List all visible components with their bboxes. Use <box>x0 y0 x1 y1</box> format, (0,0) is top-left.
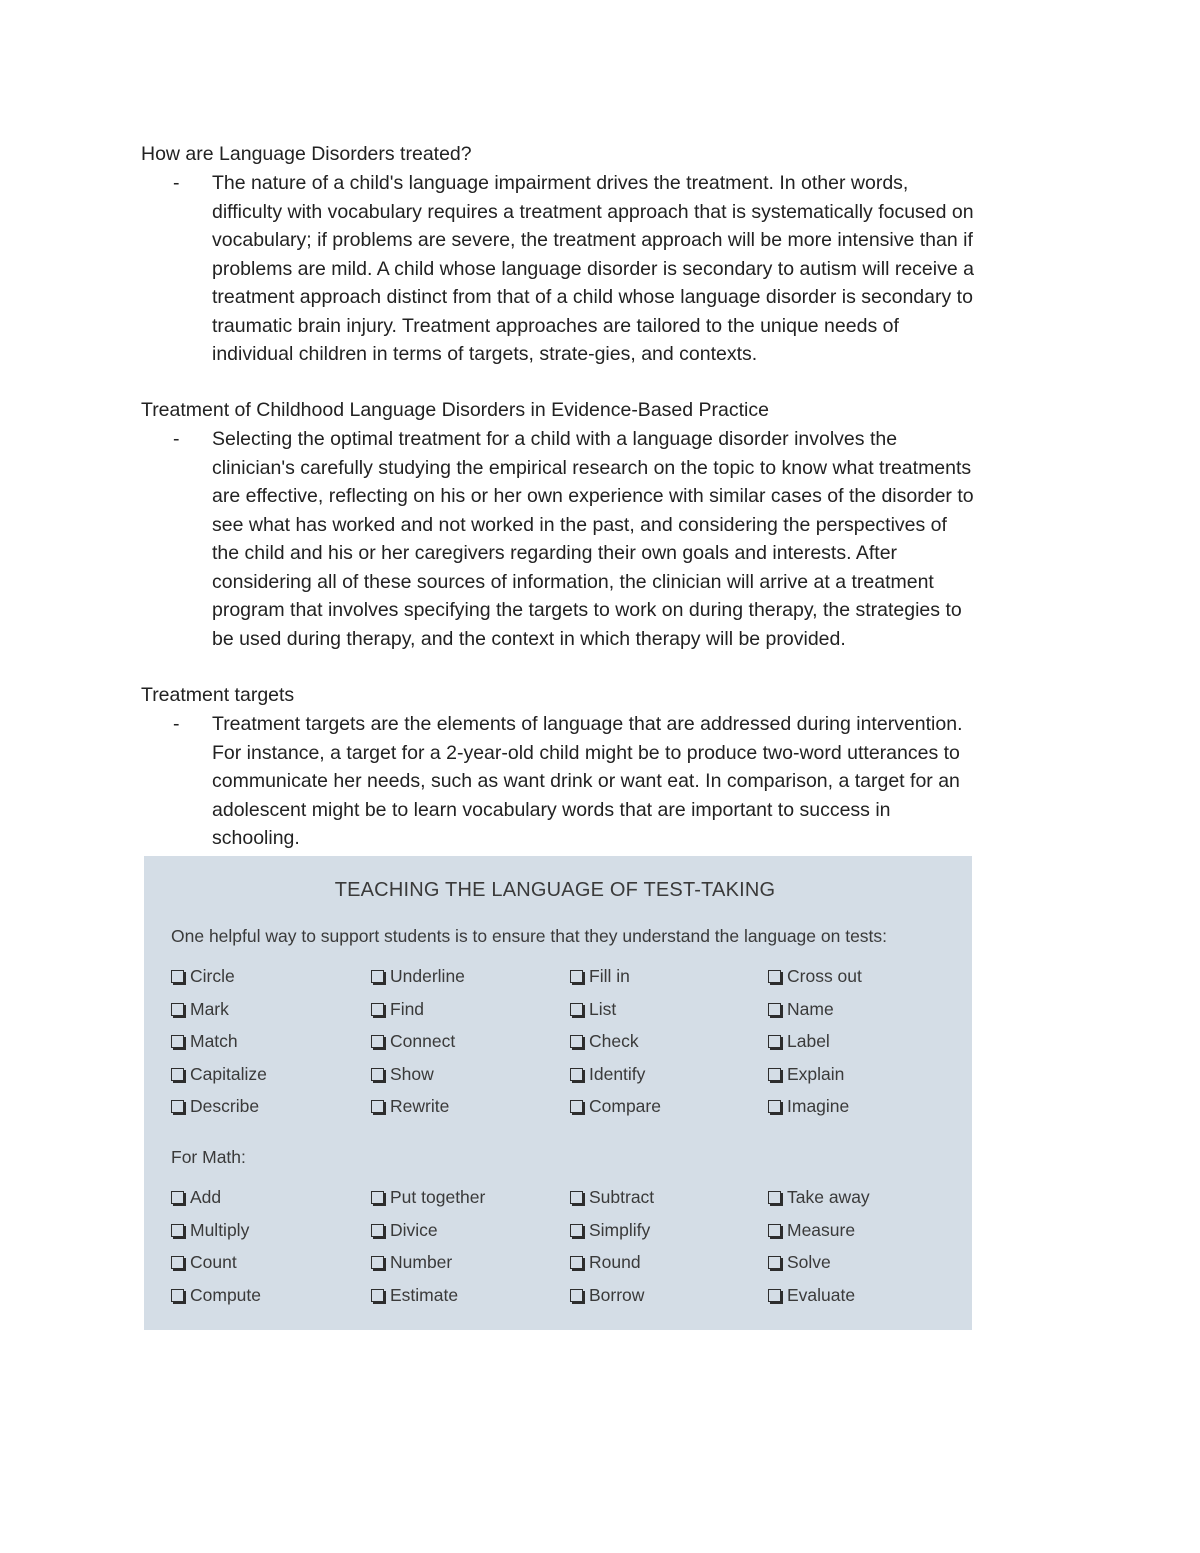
paragraph-line: considering all of these sources of information, the clinician will arrive at a treatment <box>212 570 934 593</box>
checklist-item <box>570 963 630 989</box>
checklist-item <box>171 963 235 989</box>
checklist-item <box>570 996 616 1022</box>
checklist-label: Identify <box>589 1063 646 1084</box>
checklist-label: Label <box>787 1031 830 1052</box>
checkbox-icon <box>371 1068 384 1081</box>
checklist-item <box>171 1184 221 1210</box>
checklist-label: Show <box>390 1063 434 1084</box>
checklist-item <box>371 1249 452 1275</box>
paragraph-line: communicate her needs, such as want drink or want eat. In comparison, a target for an <box>212 770 960 792</box>
checklist-item <box>570 1093 661 1119</box>
checkbox-icon <box>171 1224 184 1237</box>
checklist-row <box>171 1028 971 1054</box>
checkbox-icon <box>768 1191 781 1204</box>
paragraph-line: the child and his or her caregivers regarding their own goals and interests. After <box>212 542 898 564</box>
checklist-label: Cross out <box>787 966 862 986</box>
test-taking-figure <box>144 856 972 1330</box>
checklist-label: Rewrite <box>390 1096 450 1117</box>
paragraph-line: traumatic brain injury. Treatment approaches are tailored to the unique needs of <box>212 314 899 337</box>
checklist-label: Compare <box>589 1096 661 1117</box>
checklist-item <box>768 1217 855 1243</box>
checklist-item <box>768 1184 870 1210</box>
checkbox-icon <box>171 1003 184 1016</box>
checklist-label: Number <box>390 1252 453 1273</box>
section-heading: Treatment targets <box>141 684 295 706</box>
checklist-label: Count <box>190 1252 237 1273</box>
checklist-label: Simplify <box>589 1219 651 1240</box>
checklist-label: Mark <box>190 998 229 1019</box>
checkbox-icon <box>768 1100 781 1113</box>
checkbox-icon <box>768 1224 781 1237</box>
checklist-item <box>171 1249 237 1275</box>
section-heading: Treatment of Childhood Language Disorders in Evidence-Based Practice <box>141 399 769 421</box>
bullet-item <box>173 169 1062 369</box>
bullet-dash: - <box>173 172 180 194</box>
checklist-item <box>171 1093 259 1119</box>
checkbox-icon <box>768 970 781 983</box>
checklist-label: Connect <box>390 1031 456 1052</box>
checklist-item <box>768 1282 855 1308</box>
paragraph-line: The nature of a child's language impairment drives the treatment. In other words, <box>212 172 909 194</box>
checklist-label: Underline <box>390 966 465 986</box>
checklist-label: Evaluate <box>787 1284 856 1305</box>
checklist-item <box>570 1184 654 1210</box>
checklist-label: Find <box>390 998 425 1019</box>
checkbox-icon <box>171 1100 184 1113</box>
checklist-item <box>171 1028 238 1054</box>
checkbox-icon <box>371 1224 384 1237</box>
checklist-row <box>171 963 971 989</box>
checkbox-icon <box>171 970 184 983</box>
checkbox-icon <box>570 1100 583 1113</box>
checkbox-icon <box>570 1256 583 1269</box>
checklist-item <box>570 1217 650 1243</box>
checkbox-icon <box>171 1035 184 1048</box>
paragraph-line: problems are mild. A child whose language disorder is secondary to autism will receive a <box>212 257 974 280</box>
checklist-item <box>371 1028 455 1054</box>
checklist-row <box>171 1061 971 1087</box>
bullet-item <box>173 710 1062 853</box>
checklist-item <box>570 1061 645 1087</box>
checklist-label: Explain <box>787 1063 845 1084</box>
checklist-item <box>171 1217 249 1243</box>
bullet-dash: - <box>173 428 180 450</box>
checklist-row <box>171 1282 971 1308</box>
checkbox-icon <box>768 1289 781 1302</box>
checkbox-icon <box>768 1256 781 1269</box>
checklist-label: Compute <box>190 1284 262 1305</box>
checkbox-icon <box>570 1035 583 1048</box>
checklist-item <box>371 1184 485 1210</box>
bullet-dash: - <box>173 713 180 735</box>
checkbox-icon <box>171 1289 184 1302</box>
checklist-item <box>371 1061 434 1087</box>
checklist-item <box>768 1093 849 1119</box>
checklist-item <box>768 1028 830 1054</box>
checkbox-icon <box>171 1068 184 1081</box>
paragraph-line: be used during therapy, and the context in which therapy will be provided. <box>212 627 846 650</box>
paragraph-line: individual children in terms of targets, strate-gies, and contexts. <box>212 343 758 365</box>
checklist-item <box>570 1282 644 1308</box>
paragraph-line: clinician's carefully studying the empirical research on the topic to know what treatments <box>212 456 972 479</box>
checklist-label: Match <box>190 1031 238 1052</box>
paragraph-line: Treatment targets are the elements of language that are addressed during intervention. <box>212 713 963 735</box>
checklist-item <box>371 963 465 989</box>
checkbox-icon <box>371 1289 384 1302</box>
paragraph-line: see what has worked and not worked in the past, and considering the perspectives of <box>212 513 947 536</box>
checklist-item <box>768 963 862 989</box>
checklist-label: Divice <box>390 1219 438 1240</box>
paragraph-line: For instance, a target for a 2-year-old child might be to produce two-word utterances to <box>212 741 960 764</box>
checkbox-icon <box>768 1003 781 1016</box>
checklist-row <box>171 1249 971 1275</box>
bullet-item <box>173 425 1062 653</box>
section-heading: How are Language Disorders treated? <box>141 143 472 165</box>
checklist-item <box>371 996 424 1022</box>
figure-title: TEACHING THE LANGUAGE OF TEST-TAKING <box>334 879 776 901</box>
checklist-item <box>371 1282 458 1308</box>
checklist-label: Name <box>787 998 834 1019</box>
checklist-row <box>171 996 971 1022</box>
figure-intro: One helpful way to support students is to ensure that they understand the language on tests: <box>171 926 888 946</box>
paragraph-line: treatment approach distinct from that of a child whose language disorder is secondary to <box>212 286 973 308</box>
checkbox-icon <box>768 1035 781 1048</box>
checklist-label: Imagine <box>787 1096 850 1117</box>
checkbox-icon <box>371 1035 384 1048</box>
checklist-label: Add <box>190 1187 222 1207</box>
paragraph-line: vocabulary; if problems are severe, the treatment approach will be more intensive than if <box>212 229 973 251</box>
checkbox-icon <box>570 1289 583 1302</box>
paragraph-line: program that involves specifying the targets to work on during therapy, the strategies to <box>212 599 962 621</box>
checkbox-icon <box>171 1256 184 1269</box>
paragraph-line: Selecting the optimal treatment for a child with a language disorder involves the <box>212 428 898 450</box>
checklist-label: Circle <box>190 966 235 986</box>
checklist-item <box>171 996 229 1022</box>
checkbox-icon <box>570 1224 583 1237</box>
checklist-item <box>768 1249 831 1275</box>
checklist-item <box>371 1093 449 1119</box>
checkbox-icon <box>371 970 384 983</box>
checklist-row <box>171 1217 971 1243</box>
checklist-label: Fill in <box>589 966 630 986</box>
checklist-label: Describe <box>190 1096 260 1117</box>
checkbox-icon <box>570 1191 583 1204</box>
checkbox-icon <box>371 1100 384 1113</box>
math-heading: For Math: <box>171 1147 246 1167</box>
checklist-label: List <box>589 998 617 1019</box>
checklist-item <box>171 1282 261 1308</box>
checkbox-icon <box>570 1068 583 1081</box>
checklist-item <box>768 1061 844 1087</box>
paragraph-line: difficulty with vocabulary requires a treatment approach that is systematically focused on <box>212 200 974 223</box>
checkbox-icon <box>371 1191 384 1204</box>
checkbox-icon <box>570 970 583 983</box>
checkbox-icon <box>371 1003 384 1016</box>
checklist-label: Estimate <box>390 1284 459 1305</box>
checkbox-icon <box>768 1068 781 1081</box>
checklist-label: Borrow <box>589 1284 645 1305</box>
paragraph-line: are effective, reflecting on his or her own experience with similar cases of the disorder to <box>212 485 974 507</box>
checklist-item <box>570 1249 641 1275</box>
checklist-item <box>570 1028 639 1054</box>
checklist-label: Take away <box>787 1187 870 1207</box>
checklist-label: Put together <box>390 1187 486 1207</box>
checklist-label: Measure <box>787 1219 856 1240</box>
checklist-label: Capitalize <box>190 1063 267 1084</box>
checklist-row <box>171 1093 971 1119</box>
checklist-row <box>171 1184 971 1210</box>
checklist-label: Check <box>589 1031 639 1052</box>
checklist-label: Solve <box>787 1252 831 1273</box>
checkbox-icon <box>371 1256 384 1269</box>
checklist-label: Round <box>589 1252 641 1273</box>
checklist-label: Multiply <box>190 1219 250 1240</box>
checkbox-icon <box>171 1191 184 1204</box>
paragraph-line: adolescent might be to learn vocabulary words that are important to success in <box>212 798 891 821</box>
checkbox-icon <box>570 1003 583 1016</box>
checklist-label: Subtract <box>589 1187 655 1207</box>
paragraph-line: schooling. <box>212 827 300 849</box>
checklist-item <box>768 996 834 1022</box>
checklist-item <box>371 1217 438 1243</box>
checklist-item <box>171 1061 267 1087</box>
